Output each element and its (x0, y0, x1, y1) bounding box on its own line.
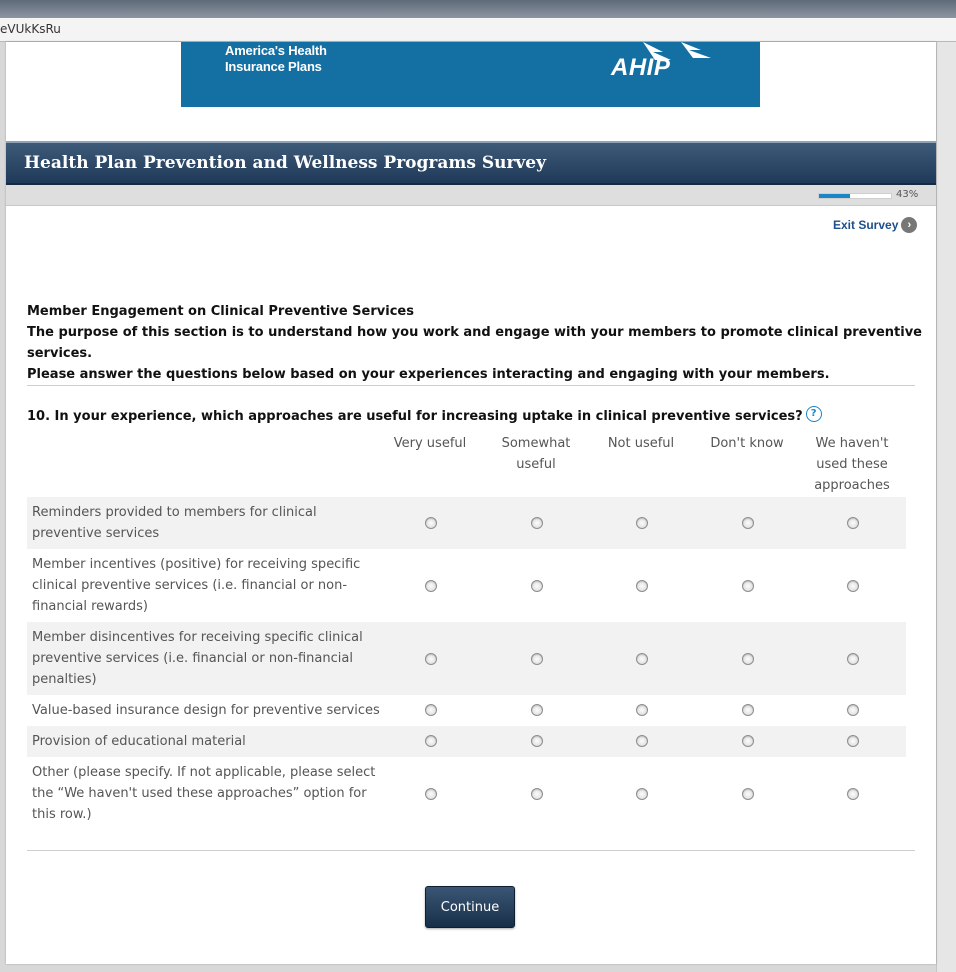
radio-reminders-havent-used[interactable] (847, 517, 859, 529)
radio-value-based-havent-used[interactable] (847, 704, 859, 716)
question-text: 10. In your experience, which approaches are useful for increasing uptake in clinical preventive services? (27, 409, 803, 424)
radio-educational-dont-know[interactable] (742, 735, 754, 747)
browser-title-bar (0, 0, 956, 18)
row-label-other: Other (please specify. If not applicable, please select the “We haven't used these approaches” option for this row.) (32, 765, 376, 822)
radio-educational-not-useful[interactable] (636, 735, 648, 747)
progress-label: 43% (896, 189, 919, 200)
divider-bottom (27, 850, 915, 851)
radio-incentives-somewhat-useful[interactable] (531, 580, 543, 592)
radio-educational-somewhat-useful[interactable] (531, 735, 543, 747)
matrix-row-reminders (27, 497, 906, 549)
radio-disincentives-havent-used[interactable] (847, 653, 859, 665)
matrix-row-educational (27, 726, 906, 757)
radio-disincentives-very-useful[interactable] (425, 653, 437, 665)
radio-reminders-dont-know[interactable] (742, 517, 754, 529)
column-header-havent-used: We haven't used these approaches (814, 436, 890, 493)
divider-top (27, 385, 915, 386)
radio-other-very-useful[interactable] (425, 788, 437, 800)
radio-value-based-dont-know[interactable] (742, 704, 754, 716)
radio-incentives-very-useful[interactable] (425, 580, 437, 592)
progress-strip (6, 185, 936, 206)
radio-incentives-dont-know[interactable] (742, 580, 754, 592)
row-label-reminders: Reminders provided to members for clinical preventive services (32, 505, 317, 541)
radio-other-dont-know[interactable] (742, 788, 754, 800)
radio-disincentives-somewhat-useful[interactable] (531, 653, 543, 665)
section-instructions: Please answer the questions below based on your experiences interacting and engaging with your members. (27, 367, 830, 382)
row-label-disincentives: Member disincentives for receiving specific clinical preventive services (i.e. financial or non-financial penalties) (32, 630, 363, 687)
org-name-line1: America's Health (225, 43, 327, 58)
radio-incentives-not-useful[interactable] (636, 580, 648, 592)
vertical-scrollbar[interactable] (936, 42, 956, 972)
section-title: Member Engagement on Clinical Preventive Services (27, 304, 414, 319)
radio-value-based-very-useful[interactable] (425, 704, 437, 716)
radio-disincentives-not-useful[interactable] (636, 653, 648, 665)
column-header-dont-know: Don't know (710, 436, 784, 451)
radio-incentives-havent-used[interactable] (847, 580, 859, 592)
radio-reminders-very-useful[interactable] (425, 517, 437, 529)
radio-disincentives-dont-know[interactable] (742, 653, 754, 665)
ahip-banner (181, 42, 760, 107)
column-header-very-useful: Very useful (393, 436, 467, 451)
radio-other-not-useful[interactable] (636, 788, 648, 800)
survey-page (6, 42, 936, 964)
continue-button[interactable]: Continue (425, 886, 515, 928)
matrix-row-other (27, 757, 906, 830)
section-purpose: The purpose of this section is to understand how you work and engage with your members to promote clinical preventive services. (27, 325, 922, 361)
ahip-logo-text: AHIP (611, 54, 671, 81)
column-header-somewhat-useful: Somewhat useful (501, 436, 571, 472)
radio-value-based-not-useful[interactable] (636, 704, 648, 716)
exit-survey-label: Exit Survey (833, 218, 899, 232)
survey-header-bar (6, 141, 936, 185)
progress-bar (818, 193, 892, 199)
progress-bar-fill (819, 194, 850, 198)
org-name (225, 43, 327, 75)
chevron-right-circle-icon: › (901, 217, 917, 233)
radio-educational-very-useful[interactable] (425, 735, 437, 747)
radio-value-based-somewhat-useful[interactable] (531, 704, 543, 716)
radio-other-havent-used[interactable] (847, 788, 859, 800)
section-intro (27, 301, 922, 385)
help-circle-icon[interactable]: ? (806, 406, 822, 422)
radio-reminders-somewhat-useful[interactable] (531, 517, 543, 529)
row-label-value-based: Value-based insurance design for preventive services (32, 703, 380, 718)
address-bar[interactable] (0, 18, 956, 42)
radio-other-somewhat-useful[interactable] (531, 788, 543, 800)
address-text: eVUkKsRu (0, 22, 61, 36)
matrix-row-incentives (27, 549, 906, 622)
question-10 (27, 409, 822, 424)
row-label-incentives: Member incentives (positive) for receiving specific clinical preventive services (i.e. financial or non-financial rewards) (32, 557, 361, 614)
survey-title: Health Plan Prevention and Wellness Programs Survey (24, 153, 546, 173)
matrix-row-disincentives (27, 622, 906, 695)
radio-reminders-not-useful[interactable] (636, 517, 648, 529)
radio-educational-havent-used[interactable] (847, 735, 859, 747)
column-header-not-useful: Not useful (607, 436, 675, 451)
org-name-line2: Insurance Plans (225, 59, 322, 74)
row-label-educational: Provision of educational material (32, 734, 246, 749)
exit-survey-link[interactable] (833, 217, 917, 233)
matrix-row-value-based (27, 695, 906, 726)
